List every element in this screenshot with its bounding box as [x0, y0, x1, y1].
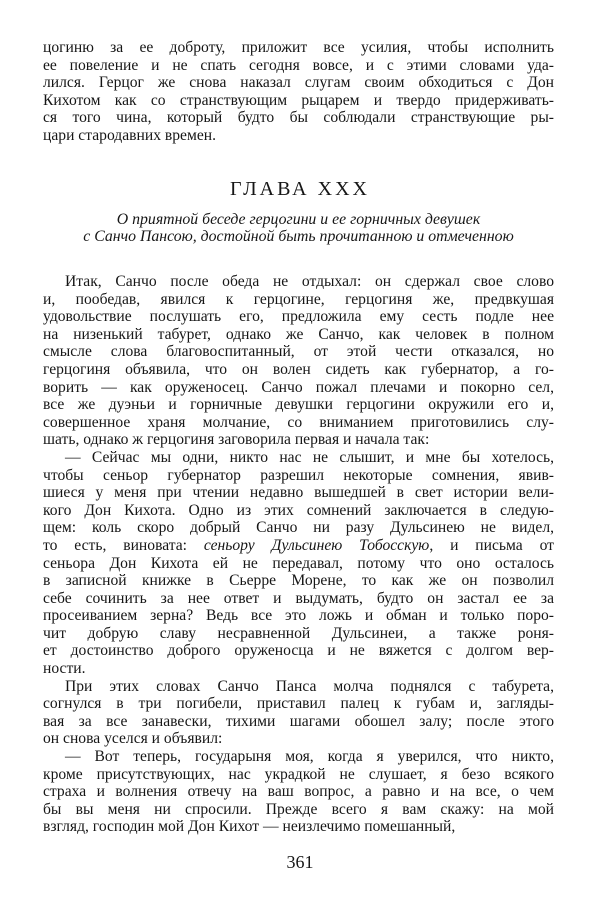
text-line: ворить — как оруженосец. Санчо пожал плечами и покорно сел,: [43, 378, 554, 396]
text-line: согнулся в три погибели, приставил палец к губам и, загляды-: [43, 695, 554, 713]
text-line: шать, однако ж герцогиня заговорила первая и начала так:: [43, 431, 430, 449]
italic-text: сеньору Дульсинею Тобосскую: [203, 536, 430, 554]
text-line: и, пообедав, явился к герцогине, герцогиня же, предвкушая: [43, 290, 554, 308]
text-line: смысле слова благовоспитанный, от этой чести отказался, но: [43, 343, 554, 361]
text-line: ности.: [43, 660, 86, 678]
text-line: ся того чина, который будто бы соблюдали странствующие ры-: [43, 109, 554, 127]
page-number: 361: [286, 852, 314, 872]
text-line: чит добрую славу несравненной Дульсинеи, а также роня-: [43, 624, 554, 642]
text-line: все же дуэньи и горничные девушки герцогини окружили его и,: [43, 396, 554, 414]
continuation-paragraph: [43, 39, 554, 145]
chapter-title: ГЛАВА XXX: [230, 178, 370, 200]
text-line: герцогиня объявила, что он волен сидеть как губернатор, а го-: [43, 360, 554, 378]
text-line: ее повеление и не спать сегодня вовсе, и с этими словами уда-: [43, 56, 554, 74]
text-line: на низенький табурет, однако же Санчо, как человек в полном: [43, 325, 554, 343]
chapter-subtitle-line: О приятной беседе герцогини и ее горничных девушек: [116, 211, 481, 228]
text-line: просеиванием зерна? Ведь все это ложь и обман и только поро-: [43, 607, 554, 625]
chapter-body: [43, 273, 554, 836]
text-line: цари стародавних времен.: [43, 126, 217, 144]
text-line: [43, 537, 554, 555]
text-line: бы вы меня ни спросили. Прежде всего я вам скажу: на мой: [43, 800, 554, 818]
text-line: в записной книжке в Сьерре Морене, то как же он позволил: [43, 572, 554, 590]
text-line: удовольствие послушать его, предложила ему сесть подле нее: [43, 308, 554, 326]
text-line: себе сочинить за нее ответ и выдумать, будто он застал ее за: [43, 589, 554, 607]
text-line: чтобы сеньор губернатор разрешил некоторые сомнения, явив-: [43, 466, 554, 484]
text-line: шиеся у меня при чтении недавно вышедшей в свет истории вели-: [43, 484, 554, 502]
text-segment: , и письма от: [429, 536, 554, 554]
text-line: ет достоинство доброго оруженосца и не вяжется с долгом вер-: [43, 642, 554, 660]
text-line: кого Дон Кихота. Одно из этих сомнений заключается в следую-: [43, 501, 554, 519]
text-line: цогиню за ее доброту, приложит все усилия, чтобы исполнить: [43, 39, 554, 56]
text-segment: то есть, виновата:: [43, 536, 204, 554]
text-line: лился. Герцог же снова наказал слугам своим обходиться с Дон: [43, 74, 554, 92]
text-line: Кихотом как со странствующим рыцарем и твердо придерживать-: [43, 91, 554, 109]
text-line: щем: коль скоро добрый Санчо ни разу Дульсинею не видел,: [43, 519, 554, 537]
text-line: Итак, Санчо после обеда не отдыхал: он сдержал свое слово: [65, 273, 554, 290]
text-line: При этих словах Санчо Панса молча поднялся с табурета,: [65, 677, 554, 695]
text-line: взгляд, господин мой Дон Кихот — неизлечимо помешанный,: [43, 818, 456, 836]
text-line: страха и волнения отвечу на ваш вопрос, а равно и на все, о чем: [43, 783, 554, 801]
text-line: — Сейчас мы одни, никто нас не слышит, и мне бы хотелось,: [65, 448, 554, 466]
text-line: кроме присутствующих, нас украдкой не слушает, я безо всякого: [43, 765, 554, 783]
chapter-subtitle-line: с Санчо Пансою, достойной быть прочитанною и отмеченною: [83, 228, 514, 245]
text-line: он снова уселся и объявил:: [43, 730, 223, 748]
text-line: сеньора Дон Кихота ей не передавал, потому что оно осталось: [43, 554, 554, 572]
text-line: — Вот теперь, государыня моя, когда я уверился, что никто,: [65, 748, 554, 766]
text-line: совершенное храня молчание, со вниманием приготовились слу-: [43, 413, 554, 431]
text-line: вая за все занавески, тихими шагами обошел залу; после этого: [43, 712, 554, 730]
